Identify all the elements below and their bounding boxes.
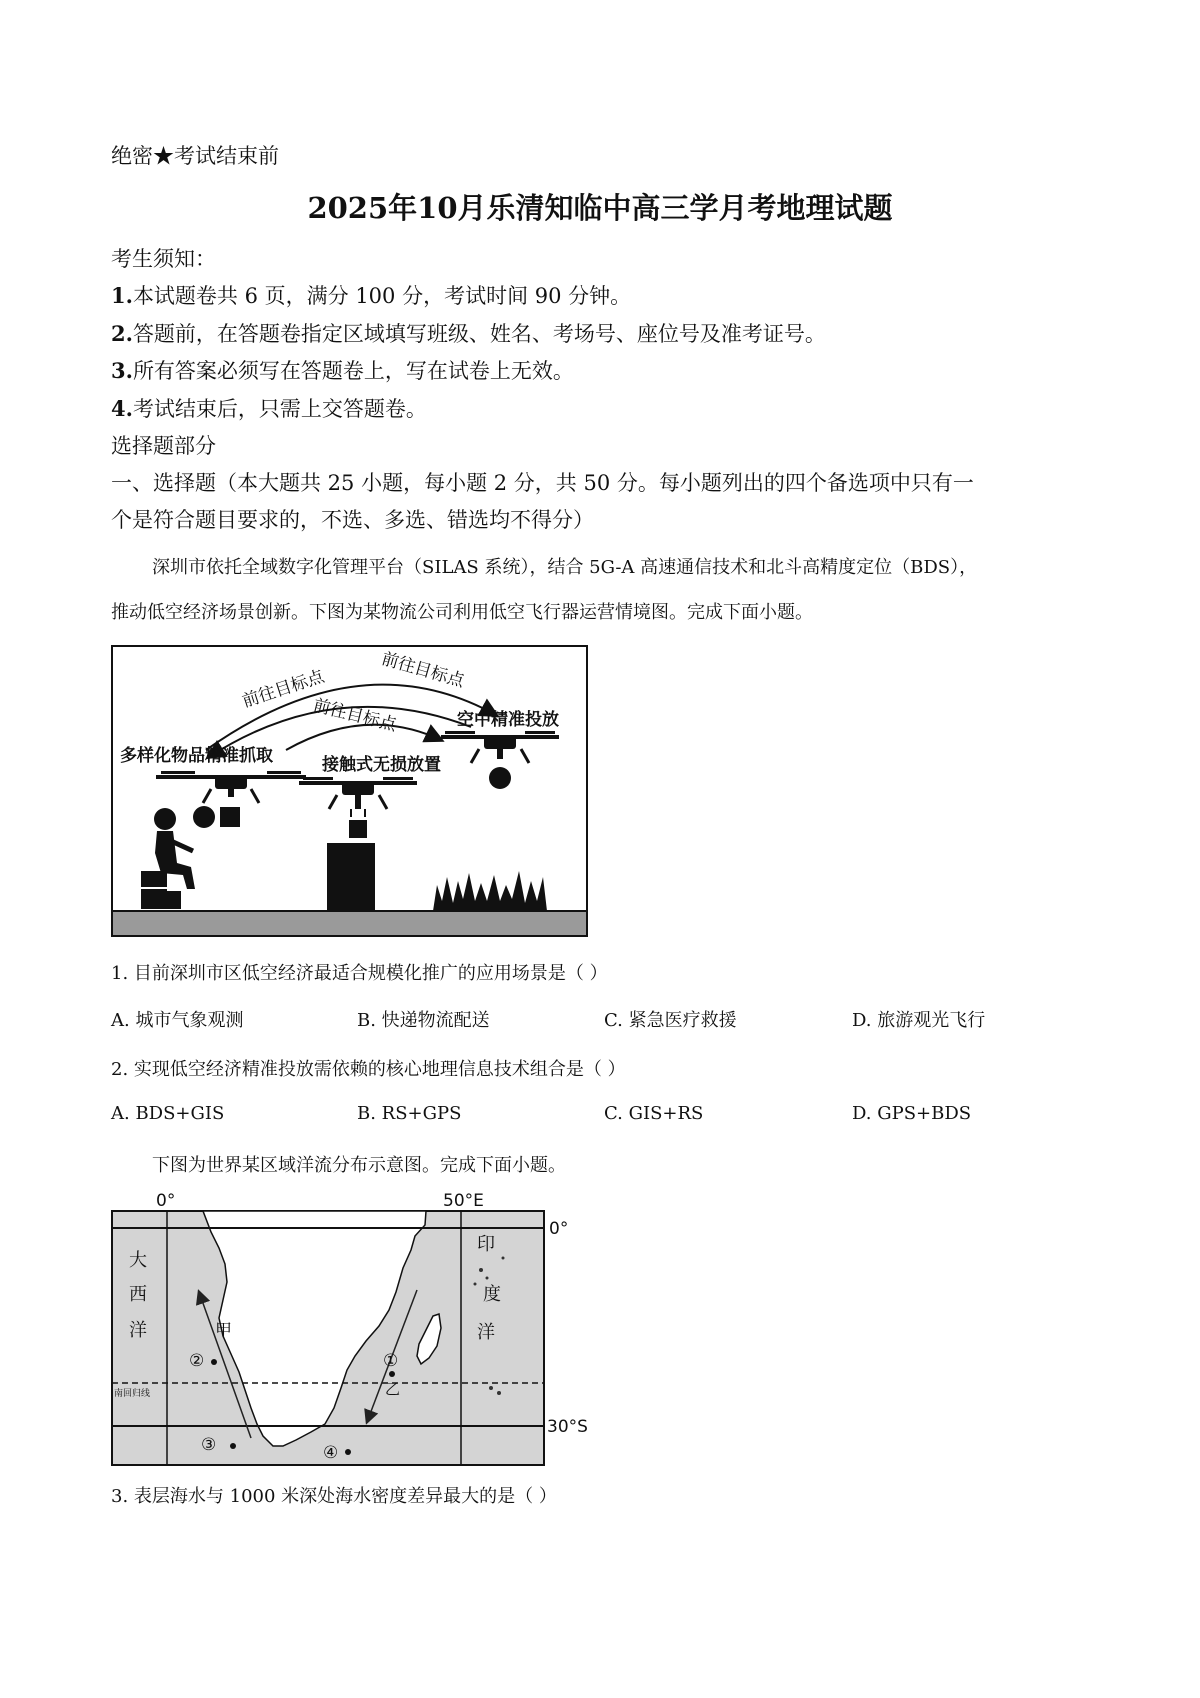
instruction-item-4: 4.考试结束后，只需上交答题卷。 [111,396,427,421]
lat-label-0: 0° [549,1219,569,1239]
scene-label-middle: 接触式无损放置 [322,755,441,775]
question-1-option-a[interactable]: A. 城市气象观测 [111,1010,244,1031]
platform-box [327,843,375,911]
passage1-line2: 推动低空经济场景创新。下图为某物流公司利用低空飞行器运营情境图。完成下面小题。 [111,602,813,623]
instruction-item-2: 2.答题前，在答题卷指定区域填写班级、姓名、考场号、座位号及准考证号。 [111,321,826,346]
question-1-option-b[interactable]: B. 快递物流配送 [357,1010,490,1031]
point-1-label: ① [383,1351,399,1371]
lon-label-50e: 50°E [443,1191,484,1211]
instruction-item-3: 3.所有答案必须写在答题卷上，写在试卷上无效。 [111,358,574,383]
svg-text:西: 西 [129,1284,147,1305]
question-2-option-d[interactable]: D. GPS+BDS [852,1103,972,1124]
arc-label-top-left: 前往目标点 [239,666,327,712]
svg-text:印: 印 [477,1234,495,1255]
question-2-option-c[interactable]: C. GIS+RS [604,1103,704,1124]
section-desc-line2: 个是符合题目要求的，不选、多选、错选均不得分） [111,508,594,532]
passage2-line1: 下图为世界某区域洋流分布示意图。完成下面小题。 [152,1155,566,1176]
arc-label-inner: 前往目标点 [311,695,399,736]
section-desc-line1: 一、选择题（本大题共 25 小题，每小题 2 分，共 50 分。每小题列出的四个备选项中只有一 [111,471,974,495]
passage1-line1: 深圳市依托全域数字化管理平台（SILAS 系统），结合 5G-A 高速通信技术和北斗高精度定位（BDS）， [152,557,978,578]
ball-icon [193,806,215,828]
svg-text:度: 度 [483,1284,501,1305]
scene-label-right: 空中精准投放 [457,710,559,730]
question-3-stem: 3. 表层海水与 1000 米深处海水密度差异最大的是（ ） [111,1486,557,1507]
instructions-heading: 考生须知： [111,247,216,271]
point-2-label: ② [189,1351,205,1371]
point-3-label: ③ [201,1435,217,1455]
question-2-option-b[interactable]: B. RS+GPS [357,1103,462,1124]
lat-label-30s: 30°S [547,1417,588,1437]
instruction-item-1: 1.本试题卷共 6 页，满分 100 分，考试时间 90 分钟。 [111,283,632,308]
tropic-label: 南回归线 [114,1389,151,1399]
current-b-label: 乙 [385,1380,401,1398]
svg-text:洋: 洋 [477,1322,495,1343]
page-title: 2025年10月乐清知临中高三学月考地理试题 [307,191,893,225]
question-1-option-c[interactable]: C. 紧急医疗救援 [604,1010,737,1031]
question-1-stem: 1. 目前深圳市区低空经济最适合规模化推广的应用场景是（ ） [111,963,608,984]
current-a-label: 甲 [215,1321,232,1341]
svg-text:洋: 洋 [129,1320,147,1341]
secret-mark: 绝密★考试结束前 [111,144,279,168]
point-4-label: ④ [323,1443,339,1463]
question-2-option-a[interactable]: A. BDS+GIS [111,1103,225,1124]
figure-ocean-current-map [111,1188,601,1472]
section-part: 选择题部分 [111,434,216,458]
box-icon [220,807,240,827]
scene-label-left: 多样化物品精准抓取 [120,746,273,766]
small-box-icon [349,820,367,838]
arc-label-top-right: 前往目标点 [379,649,467,692]
dropped-ball-icon [489,767,511,789]
svg-text:大: 大 [129,1250,147,1271]
lon-label-0: 0° [156,1191,176,1211]
question-2-stem: 2. 实现低空经济精准投放需依赖的核心地理信息技术组合是（ ） [111,1059,626,1080]
question-1-option-d[interactable]: D. 旅游观光飞行 [852,1010,986,1031]
figure-drone-logistics [111,645,588,941]
